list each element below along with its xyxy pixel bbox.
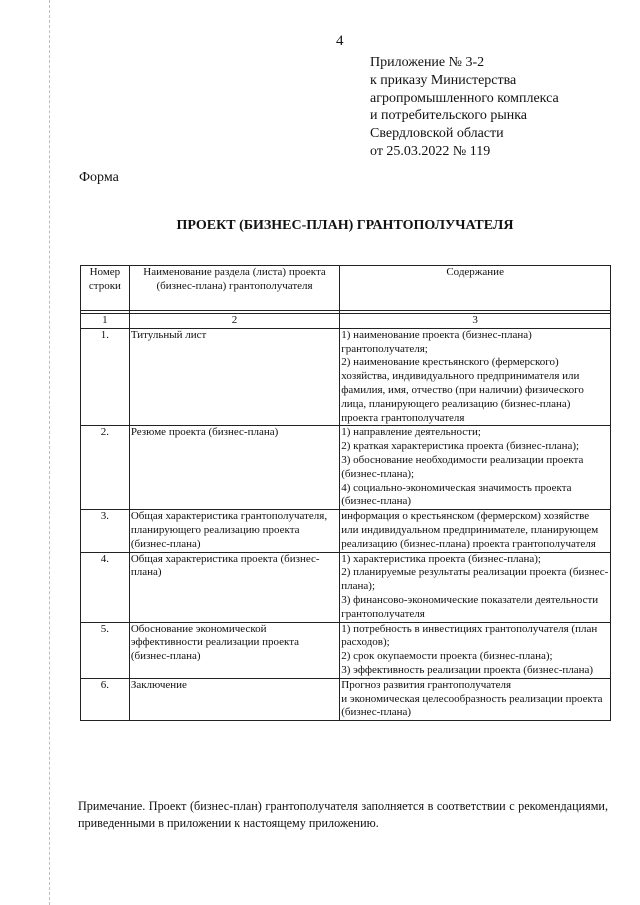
appendix-line: агропромышленного комплекса: [370, 90, 559, 106]
table-row: [81, 622, 611, 678]
content-line: Прогноз развития грантополучателя: [341, 678, 512, 691]
section-name: Обоснование экономической эффективности реализации проекта (бизнес-плана): [129, 622, 339, 678]
document-title: ПРОЕКТ (БИЗНЕС-ПЛАН) ГРАНТОПОЛУЧАТЕЛЯ: [176, 218, 514, 233]
section-content: [340, 622, 611, 678]
section-content: [340, 678, 611, 720]
section-name: Заключение: [129, 678, 339, 720]
row-number: 2.: [81, 426, 130, 510]
content-line: 3) обоснование необходимости реализации проекта (бизнес-плана);: [341, 453, 584, 480]
content-line: 3) финансово-экономические показатели деятельности грантополучателя: [341, 593, 599, 620]
appendix-block: [370, 54, 559, 161]
scan-margin-line: [49, 0, 50, 905]
content-line: информация о крестьянском (фермерском) хозяйстве или индивидуальном предпринимателе, планирующем реализацию (бизнес-плана) проекта грантополучателя: [341, 510, 599, 550]
section-name: Резюме проекта (бизнес-плана): [129, 426, 339, 510]
row-number: 3.: [81, 510, 130, 552]
table-row: [81, 552, 611, 622]
section-content: [340, 510, 611, 552]
content-line: 1) характеристика проекта (бизнес-плана);: [341, 552, 541, 565]
content-line: 2) срок окупаемости проекта (бизнес-плана);: [341, 650, 553, 663]
section-name: Общая характеристика грантополучателя, планирующего реализацию проекта (бизнес-плана): [129, 510, 339, 552]
table-row: [81, 328, 611, 426]
row-number: 1.: [81, 328, 130, 426]
row-number: 5.: [81, 622, 130, 678]
content-line: 4) социально-экономическая значимость проекта (бизнес-плана): [341, 481, 572, 508]
header-cell: Номер строки: [81, 266, 130, 311]
footnote: Примечание. Проект (бизнес-план) грантополучателя заполняется в соответствии с рекомендациями, приведенными в приложении к настоящему приложению.: [78, 799, 608, 830]
section-content: [340, 552, 611, 622]
content-line: 2) наименование крестьянского (фермерского) хозяйства, индивидуального предпринимателя или фамилия, имя, отчество (при наличии) физического лица, планирующего реализацию (бизнес-плана) проекта грантополучателя: [341, 356, 584, 424]
section-content: [340, 328, 611, 426]
column-number: 3: [340, 314, 611, 329]
page-number: 4: [336, 33, 344, 49]
table-row: [81, 426, 611, 510]
section-name: Общая характеристика проекта (бизнес-плана): [129, 552, 339, 622]
header-cell: Наименование раздела (листа) проекта (бизнес-плана) грантополучателя: [129, 266, 339, 311]
content-line: 1) потребность в инвестициях грантополучателя (план расходов);: [341, 622, 598, 649]
table-row: [81, 678, 611, 720]
content-line: 1) наименование проекта (бизнес-плана) грантополучателя;: [341, 328, 532, 355]
appendix-line: Приложение № 3-2: [370, 55, 485, 70]
appendix-line: Свердловской области: [370, 126, 504, 142]
section-name: Титульный лист: [129, 328, 339, 426]
appendix-line: от 25.03.2022 № 119: [370, 143, 491, 159]
column-number: 1: [81, 314, 130, 329]
content-line: 2) краткая характеристика проекта (бизнес-плана);: [341, 440, 580, 453]
appendix-line: и потребительского рынка: [370, 108, 528, 124]
form-label: Форма: [79, 170, 119, 185]
column-number: 2: [129, 314, 339, 329]
section-content: [340, 426, 611, 510]
column-number-row: [81, 314, 611, 329]
content-line: и экономическая целесообразность реализации проекта (бизнес-плана): [341, 692, 603, 719]
row-number: 6.: [81, 678, 130, 720]
content-line: 3) эффективность реализации проекта (бизнес-плана): [341, 663, 594, 676]
content-line: 1) направление деятельности;: [341, 426, 481, 439]
content-line: 2) планируемые результаты реализации проекта (бизнес-плана);: [341, 566, 609, 593]
header-row: [81, 266, 611, 311]
header-cell: Содержание: [340, 266, 611, 311]
table-row: [81, 510, 611, 552]
row-number: 4.: [81, 552, 130, 622]
appendix-line: к приказу Министерства: [370, 72, 517, 88]
business-plan-table: [80, 265, 611, 721]
